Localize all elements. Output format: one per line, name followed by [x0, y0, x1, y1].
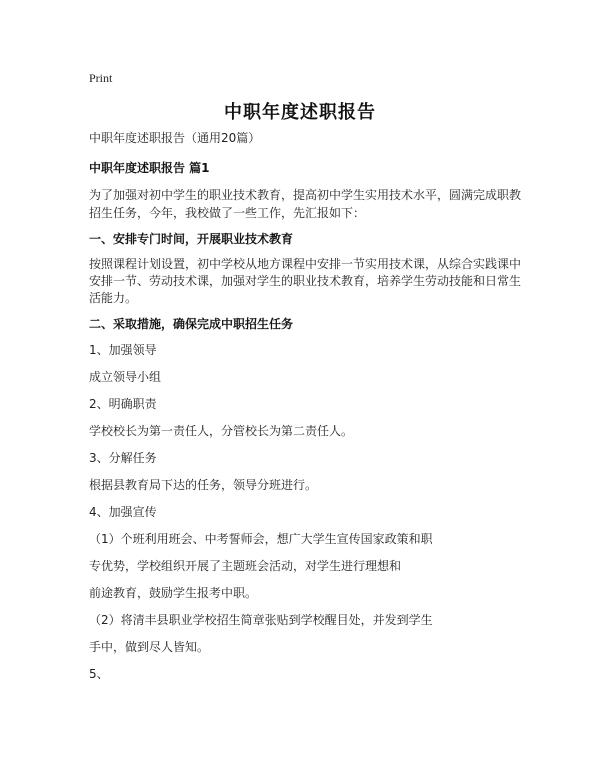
para-1-line-2: 安排一节、劳动技术课，加强对学生的职业技术教育，培养学生劳动技能和日常生	[89, 274, 522, 288]
para-1-line-1: 按照课程计划设置，初中学校从地方课程中安排一节实用技术课，从综合实践课中	[89, 257, 522, 271]
heading-1: 一、安排专门时间，开展职业技术教育	[89, 232, 294, 246]
item-4-title: 4、加强宣传	[89, 505, 157, 519]
section-heading: 中职年度述职报告 篇1	[89, 161, 210, 175]
item-2-title: 2、明确职责	[89, 397, 157, 411]
item-4-sub1-line-1: （1）个班利用班会、中考誓师会，想广大学生宣传国家政策和职	[89, 532, 433, 546]
item-2-body: 学校校长为第一责任人，分管校长为第二责任人。	[89, 424, 354, 438]
print-link[interactable]: Print	[89, 71, 113, 85]
item-4-sub2-line-2: 手中，做到尽人皆知。	[89, 640, 210, 654]
heading-2: 二、采取措施，确保完成中职招生任务	[89, 317, 294, 331]
intro-line-1: 为了加强对初中学生的职业技术教育，提高初中学生实用技术水平，圆满完成职教	[89, 188, 522, 202]
item-1-title: 1、加强领导	[89, 343, 157, 357]
subtitle: 中职年度述职报告（通用20篇）	[89, 131, 261, 145]
item-5-title: 5、	[89, 667, 109, 681]
item-3-title: 3、分解任务	[89, 451, 157, 465]
intro-line-2: 招生任务，今年，我校做了一些工作，先汇报如下：	[89, 206, 366, 220]
item-4-sub1-line-3: 前途教育，鼓励学生报考中职。	[89, 586, 258, 600]
item-3-body: 根据县教育局下达的任务，领导分班进行。	[89, 478, 318, 492]
document-title: 中职年度述职报告	[224, 102, 376, 123]
para-1-line-3: 活能力。	[89, 291, 138, 305]
item-4-sub1-line-2: 专优势，学校组织开展了主题班会活动，对学生进行理想和	[89, 559, 402, 573]
item-4-sub2-line-1: （2）将清丰县职业学校招生简章张贴到学校醒目处，并发到学生	[89, 613, 433, 627]
item-1-body: 成立领导小组	[89, 370, 162, 384]
